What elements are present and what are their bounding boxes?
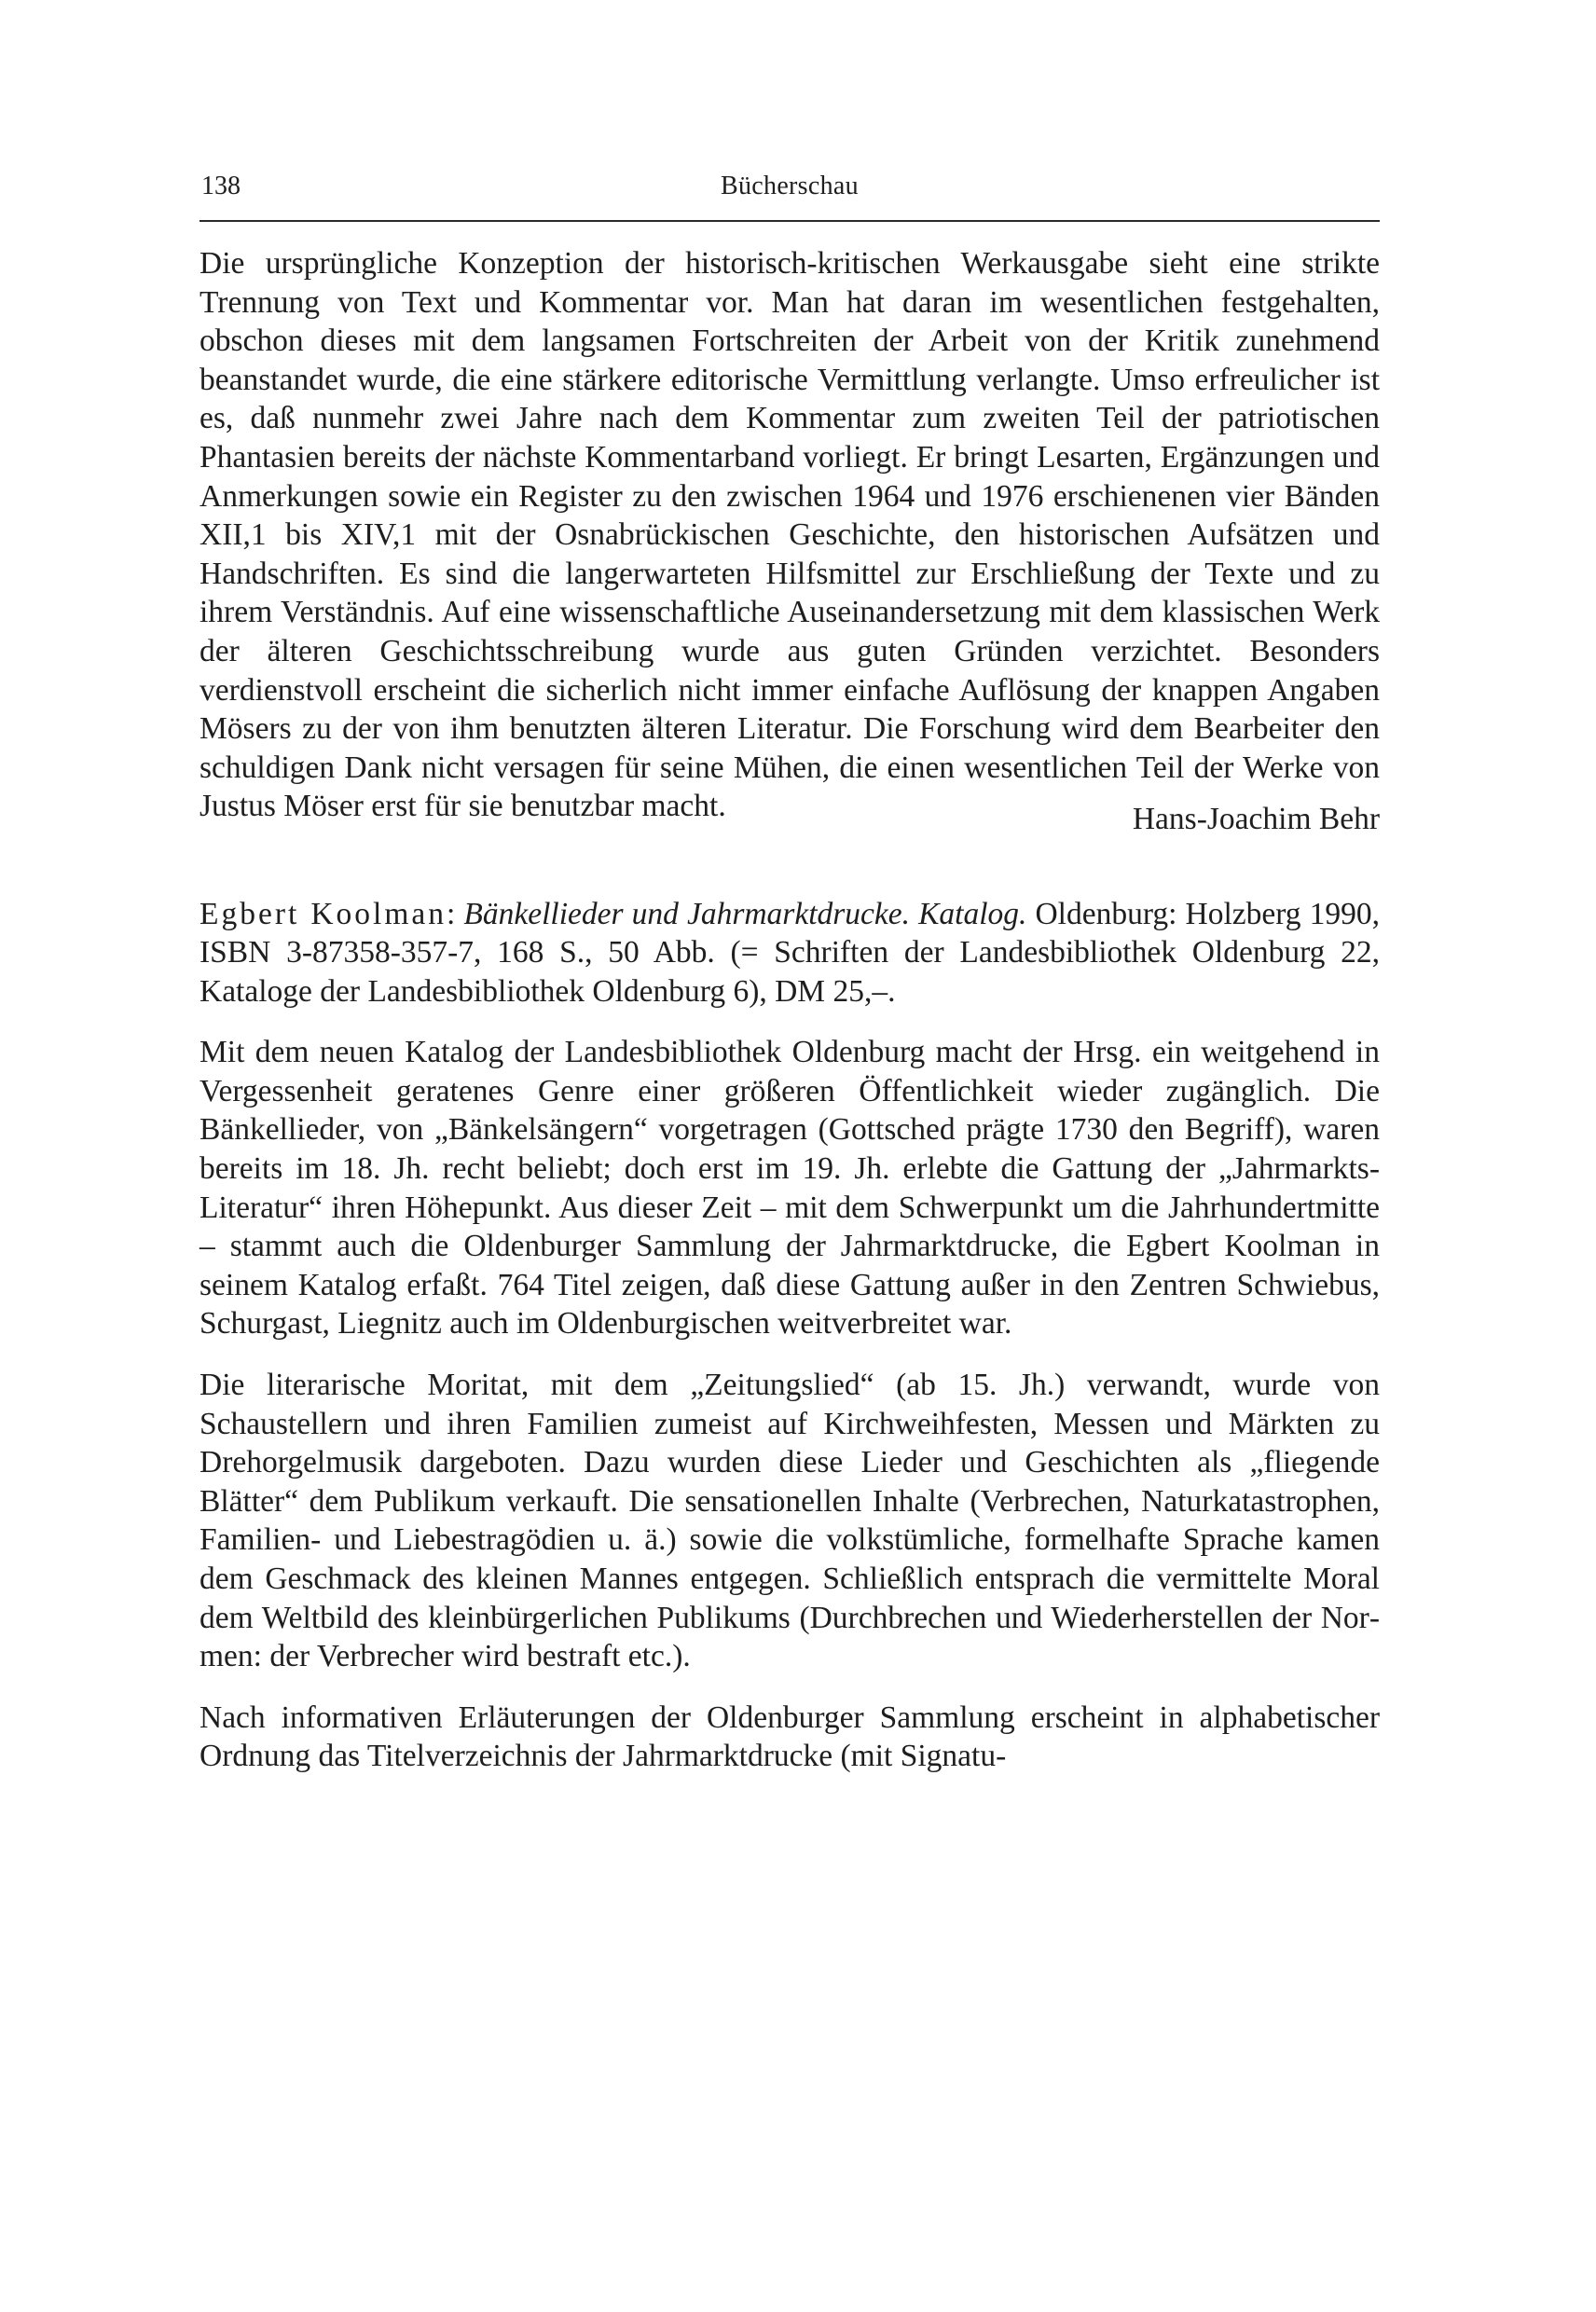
- running-title: Bücherschau: [721, 172, 859, 200]
- review-paragraph: Mit dem neuen Katalog der Landesbibliothek Oldenburg macht der Hrsg. ein weitgehend in Vergessenheit geratenes Genre einer größeren Öffentlichkeit wieder zugänglich. Die Bänkellieder, von „Bänkelsängern“ vorgetragen (Gottsched prägte 1730 den Begriff), waren bereits im 18. Jh. recht beliebt; doch erst im 19. Jh. erlebte die Gattung der „Jahrmarkts-Literatur“ ihren Höhepunkt. Aus dieser Zeit – mit dem Schwerpunkt um die Jahrhundertmitte – stammt auch die Oldenburger Sammlung der Jahrmarktdrucke, die Egbert Koolman in seinem Katalog erfaßt. 764 Titel zeigen, daß diese Gattung außer in den Zentren Schwiebus, Schurgast, Liegnitz auch im Oldenburgischen weitverbreitet war.: [200, 1035, 1380, 1342]
- reviewer-signature: Hans-Joachim Behr: [1132, 801, 1380, 836]
- running-head: [200, 172, 1380, 209]
- header-rule: [200, 220, 1380, 222]
- bibliographic-entry: [200, 895, 1380, 1012]
- book-details: Oldenburg: Holzberg 1990, ISBN 3-87358-357-7, 168 S., 50 Abb. (= Schriften der Landesbibliothek Oldenburg 22, Kataloge der Landesbibliothek Oldenburg 6), DM 25,–.: [200, 896, 1380, 1009]
- page-number: 138: [201, 172, 241, 200]
- body-text: [200, 244, 1380, 1776]
- author-separator: :: [447, 896, 464, 931]
- book-title: Bänkellieder und Jahrmarktdrucke. Katalog.: [463, 896, 1027, 931]
- review-paragraph: Die literarische Moritat, mit dem „Zeitungslied“ (ab 15. Jh.) verwandt, wurde von Schaustellern und ihren Familien zumeist auf Kirchweihfesten, Messen und Märkten zu Drehorgelmusik dargeboten. Dazu wurden diese Lieder und Geschichten als „fliegende Blätter“ dem Publikum verkauft. Die sensationellen Inhalte (Verbrechen, Naturkatastrophen, Familien- und Liebestragödien u. ä.) sowie die volkstümliche, formelhafte Sprache kamen dem Geschmack des kleinen Mannes entgegen. Schließlich entsprach die vermittelte Moral dem Weltbild des kleinbürgerlichen Publikums (Durchbrechen und Wiederherstellen der Normen: der Verbrecher wird bestraft etc.).: [200, 1368, 1380, 1674]
- review-paragraph: Die ursprüngliche Konzeption der historisch-kritischen Werkausgabe sieht eine strikte Trennung von Text und Kommentar vor. Man hat daran im wesentlichen festgehalten, obschon dieses mit dem langsamen Fortschreiten der Arbeit von der Kritik zunehmend beanstandet wurde, die eine stärkere editorische Vermittlung verlangte. Umso erfreulicher ist es, daß nunmehr zwei Jahre nach dem Kommentar zum zweiten Teil der patriotischen Phantasien bereits der nächste Kommentarband vorliegt. Er bringt Lesarten, Ergänzungen und Anmerkungen sowie ein Register zu den zwischen 1964 und 1976 erschienenen vier Bänden XII,1 bis XIV,1 mit der Osnabrückischen Geschichte, den historischen Aufsätzen und Handschriften. Es sind die langerwarteten Hilfsmittel zur Erschließung der Texte und zu ihrem Verständnis. Auf eine wissenschaftliche Auseinandersetzung mit dem klassischen Werk der älteren Geschichtsschreibung wurde aus guten Gründen verzichtet. Besonders verdienstvoll erscheint die sicherlich nicht immer einfache Auflösung der knappen Angaben Mösers zu der von ihm benutzten älteren Literatur. Die Forschung wird dem Bearbeiter den schuldigen Dank nicht versagen für seine Mühen, die einen wesentlichen Teil der Werke von Justus Möser erst für sie benutzbar macht.: [200, 246, 1380, 824]
- review-paragraph: Nach informativen Erläuterungen der Oldenburger Sammlung erscheint in alphabetischer Ordnung das Titelverzeichnis der Jahrmarktdrucke (mit Signatu-: [200, 1700, 1380, 1774]
- book-author: Egbert Koolman: [200, 896, 447, 931]
